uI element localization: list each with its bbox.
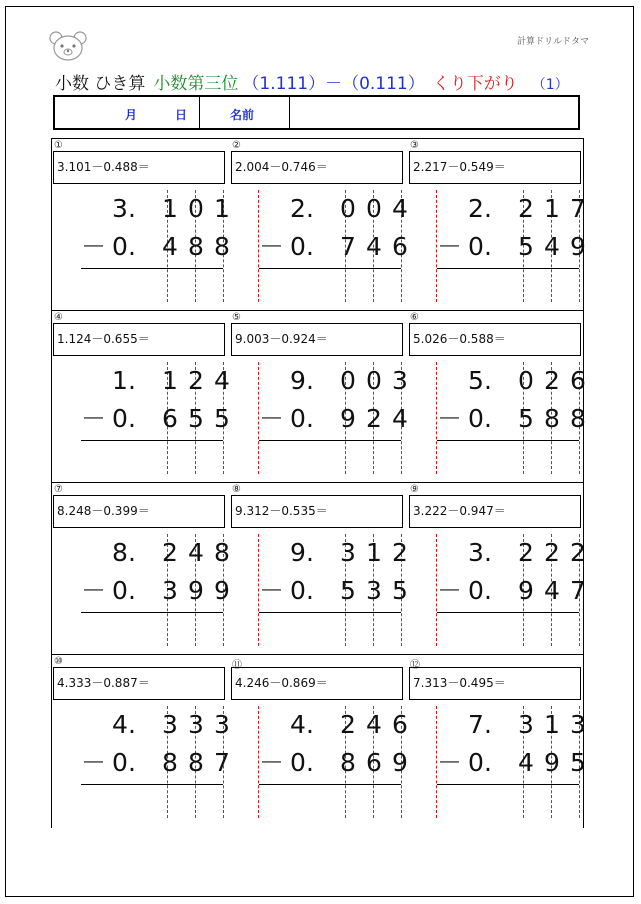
- digit: 4: [518, 748, 534, 777]
- problem-6: [407, 310, 585, 482]
- answer-line: [81, 440, 223, 441]
- digit: 4: [366, 710, 382, 739]
- digit: 5: [570, 748, 586, 777]
- answer-area[interactable]: [81, 614, 223, 644]
- problem-number: ⑤: [232, 312, 241, 323]
- digit: 0: [468, 404, 484, 433]
- digit: 0: [112, 404, 128, 433]
- answer-line: [437, 784, 579, 785]
- digit: 4: [544, 576, 560, 605]
- digit: 1: [162, 194, 178, 223]
- decimal-point: .: [128, 710, 136, 739]
- minus-sign: －: [437, 232, 463, 261]
- digit: 9: [518, 576, 534, 605]
- digit: 3: [214, 710, 230, 739]
- answer-area[interactable]: [81, 270, 223, 300]
- digit: 0: [366, 366, 382, 395]
- question-box: 5.026－0.588＝: [409, 323, 581, 356]
- decimal-point: .: [128, 576, 136, 605]
- decimal-point: .: [484, 366, 492, 395]
- decimal-point: .: [128, 748, 136, 777]
- answer-line: [81, 268, 223, 269]
- problem-7: [51, 482, 229, 654]
- digit: 2: [290, 194, 306, 223]
- answer-line: [81, 612, 223, 613]
- decimal-point: .: [306, 576, 314, 605]
- digit: 8: [340, 748, 356, 777]
- minus-sign: －: [81, 232, 107, 261]
- digit: 9: [392, 748, 408, 777]
- title-topic: 小数 ひき算: [55, 74, 146, 94]
- digit: 6: [162, 404, 178, 433]
- answer-area[interactable]: [437, 270, 579, 300]
- digit: 2: [518, 538, 534, 567]
- digit: 3: [162, 710, 178, 739]
- minus-sign: －: [437, 748, 463, 777]
- name-label: 名前: [230, 108, 255, 122]
- digit: 0: [518, 366, 534, 395]
- problem-number: ②: [232, 140, 241, 151]
- question-box: 9.312－0.535＝: [231, 495, 403, 528]
- problem-8: [229, 482, 407, 654]
- answer-area[interactable]: [437, 614, 579, 644]
- question-box: 4.333－0.887＝: [53, 667, 225, 700]
- decimal-point: .: [128, 232, 136, 261]
- minus-sign: －: [437, 404, 463, 433]
- digit: 8: [544, 404, 560, 433]
- decimal-point: .: [128, 404, 136, 433]
- digit: 8: [112, 538, 128, 567]
- digit: 5: [518, 404, 534, 433]
- bear-logo-icon: [48, 30, 88, 62]
- digit: 1: [112, 366, 128, 395]
- brand-text: 計算ドリルドタマ: [516, 37, 589, 47]
- digit: 3: [188, 710, 204, 739]
- digit: 1: [162, 366, 178, 395]
- decimal-point: .: [484, 232, 492, 261]
- digit: 0: [112, 576, 128, 605]
- answer-area[interactable]: [259, 786, 401, 816]
- minus-sign: －: [437, 576, 463, 605]
- problem-number: ⑩: [54, 656, 63, 667]
- decimal-point: .: [306, 366, 314, 395]
- question-box: 2.217－0.549＝: [409, 151, 581, 184]
- digit: 8: [162, 748, 178, 777]
- answer-area[interactable]: [259, 442, 401, 472]
- digit: 2: [468, 194, 484, 223]
- digit: 4: [188, 538, 204, 567]
- problem-number: ⑦: [54, 484, 63, 495]
- question-box: 3.222－0.947＝: [409, 495, 581, 528]
- problem-1: [51, 138, 229, 310]
- digit: 3: [340, 538, 356, 567]
- answer-line: [437, 268, 579, 269]
- digit: 1: [544, 194, 560, 223]
- digit: 6: [366, 748, 382, 777]
- question-box: 9.003－0.924＝: [231, 323, 403, 356]
- answer-area[interactable]: [81, 786, 223, 816]
- digit: 8: [188, 232, 204, 261]
- decimal-point: .: [128, 538, 136, 567]
- digit: 3: [570, 710, 586, 739]
- digit: 2: [570, 538, 586, 567]
- problem-number: ⑫: [410, 660, 420, 671]
- answer-line: [259, 440, 401, 441]
- digit: 2: [544, 366, 560, 395]
- decimal-point: .: [128, 194, 136, 223]
- question-box: 3.101－0.488＝: [53, 151, 225, 184]
- answer-line: [259, 784, 401, 785]
- problem-4: [51, 310, 229, 482]
- digit: 5: [518, 232, 534, 261]
- digit: 5: [188, 404, 204, 433]
- name-field[interactable]: [290, 97, 578, 128]
- decimal-point: .: [484, 538, 492, 567]
- digit: 0: [340, 366, 356, 395]
- digit: 5: [340, 576, 356, 605]
- digit: 0: [290, 404, 306, 433]
- title-format: （1.111）－（0.111）: [242, 74, 425, 94]
- digit: 3: [112, 194, 128, 223]
- problem-number: ④: [54, 312, 63, 323]
- decimal-point: .: [484, 748, 492, 777]
- digit: 8: [214, 538, 230, 567]
- digit: 3: [518, 710, 534, 739]
- question-box: 1.124－0.655＝: [53, 323, 225, 356]
- digit: 5: [214, 404, 230, 433]
- digit: 1: [366, 538, 382, 567]
- digit: 9: [214, 576, 230, 605]
- digit: 4: [214, 366, 230, 395]
- problem-5: [229, 310, 407, 482]
- decimal-point: .: [128, 366, 136, 395]
- problem-11: [229, 654, 407, 826]
- minus-sign: －: [81, 748, 107, 777]
- title-level: 小数第三位: [153, 74, 239, 94]
- digit: 0: [188, 194, 204, 223]
- problem-9: [407, 482, 585, 654]
- answer-line: [259, 612, 401, 613]
- problem-number: ⑧: [232, 484, 241, 495]
- answer-line: [81, 784, 223, 785]
- digit: 2: [544, 538, 560, 567]
- digit: 0: [366, 194, 382, 223]
- digit: 0: [112, 232, 128, 261]
- digit: 4: [112, 710, 128, 739]
- digit: 8: [188, 748, 204, 777]
- digit: 2: [392, 538, 408, 567]
- digit: 3: [468, 538, 484, 567]
- digit: 2: [188, 366, 204, 395]
- answer-line: [437, 440, 579, 441]
- digit: 3: [162, 576, 178, 605]
- minus-sign: －: [81, 404, 107, 433]
- digit: 2: [340, 710, 356, 739]
- digit: 0: [290, 576, 306, 605]
- digit: 4: [290, 710, 306, 739]
- digit: 4: [544, 232, 560, 261]
- digit: 0: [468, 748, 484, 777]
- name-label-cell: [200, 97, 290, 128]
- digit: 4: [162, 232, 178, 261]
- problem-number: ③: [410, 140, 419, 151]
- decimal-point: .: [306, 194, 314, 223]
- question-box: 7.313－0.495＝: [409, 667, 581, 700]
- digit: 7: [570, 576, 586, 605]
- minus-sign: －: [259, 232, 285, 261]
- digit: 4: [392, 404, 408, 433]
- digit: 3: [392, 366, 408, 395]
- answer-area[interactable]: [437, 786, 579, 816]
- digit: 9: [188, 576, 204, 605]
- digit: 5: [468, 366, 484, 395]
- day-label: 日: [175, 108, 188, 122]
- problem-10: [51, 654, 229, 826]
- digit: 7: [340, 232, 356, 261]
- decimal-point: .: [484, 710, 492, 739]
- decimal-point: .: [484, 576, 492, 605]
- problem-2: [229, 138, 407, 310]
- problem-number: ⑥: [410, 312, 419, 323]
- digit: 7: [468, 710, 484, 739]
- digit: 9: [570, 232, 586, 261]
- minus-sign: －: [259, 748, 285, 777]
- digit: 0: [468, 576, 484, 605]
- decimal-point: .: [484, 404, 492, 433]
- decimal-point: .: [306, 404, 314, 433]
- problem-number: ⑨: [410, 484, 419, 495]
- digit: 0: [340, 194, 356, 223]
- month-label: 月: [125, 108, 138, 122]
- digit: 2: [162, 538, 178, 567]
- name-date-box: [53, 95, 580, 130]
- problem-12: [407, 654, 585, 826]
- digit: 4: [366, 232, 382, 261]
- title-sheet-number: （1）: [531, 77, 569, 93]
- decimal-point: .: [306, 710, 314, 739]
- digit: 6: [392, 710, 408, 739]
- digit: 6: [570, 366, 586, 395]
- digit: 9: [340, 404, 356, 433]
- decimal-point: .: [306, 538, 314, 567]
- digit: 5: [392, 576, 408, 605]
- digit: 2: [366, 404, 382, 433]
- answer-line: [437, 612, 579, 613]
- digit: 3: [366, 576, 382, 605]
- digit: 9: [290, 538, 306, 567]
- digit: 0: [290, 748, 306, 777]
- question-box: 4.246－0.869＝: [231, 667, 403, 700]
- digit: 1: [544, 710, 560, 739]
- digit: 0: [468, 232, 484, 261]
- title-borrow: くり下がり: [432, 74, 518, 94]
- digit: 1: [214, 194, 230, 223]
- minus-sign: －: [259, 404, 285, 433]
- digit: 9: [544, 748, 560, 777]
- digit: 7: [214, 748, 230, 777]
- digit: 8: [214, 232, 230, 261]
- digit: 0: [112, 748, 128, 777]
- digit: 0: [290, 232, 306, 261]
- decimal-point: .: [484, 194, 492, 223]
- worksheet-title: [55, 69, 569, 94]
- digit: 9: [290, 366, 306, 395]
- date-field[interactable]: [55, 97, 200, 128]
- answer-area[interactable]: [81, 442, 223, 472]
- digit: 8: [570, 404, 586, 433]
- question-box: 8.248－0.399＝: [53, 495, 225, 528]
- digit: 6: [392, 232, 408, 261]
- problem-number: ①: [54, 140, 63, 151]
- digit: 4: [392, 194, 408, 223]
- problem-number: ⑪: [232, 660, 242, 671]
- answer-line: [259, 268, 401, 269]
- answer-area[interactable]: [259, 270, 401, 300]
- digit: 7: [570, 194, 586, 223]
- answer-area[interactable]: [437, 442, 579, 472]
- answer-area[interactable]: [259, 614, 401, 644]
- decimal-point: .: [306, 232, 314, 261]
- question-box: 2.004－0.746＝: [231, 151, 403, 184]
- digit: 2: [518, 194, 534, 223]
- minus-sign: －: [259, 576, 285, 605]
- decimal-point: .: [306, 748, 314, 777]
- minus-sign: －: [81, 576, 107, 605]
- problem-3: [407, 138, 585, 310]
